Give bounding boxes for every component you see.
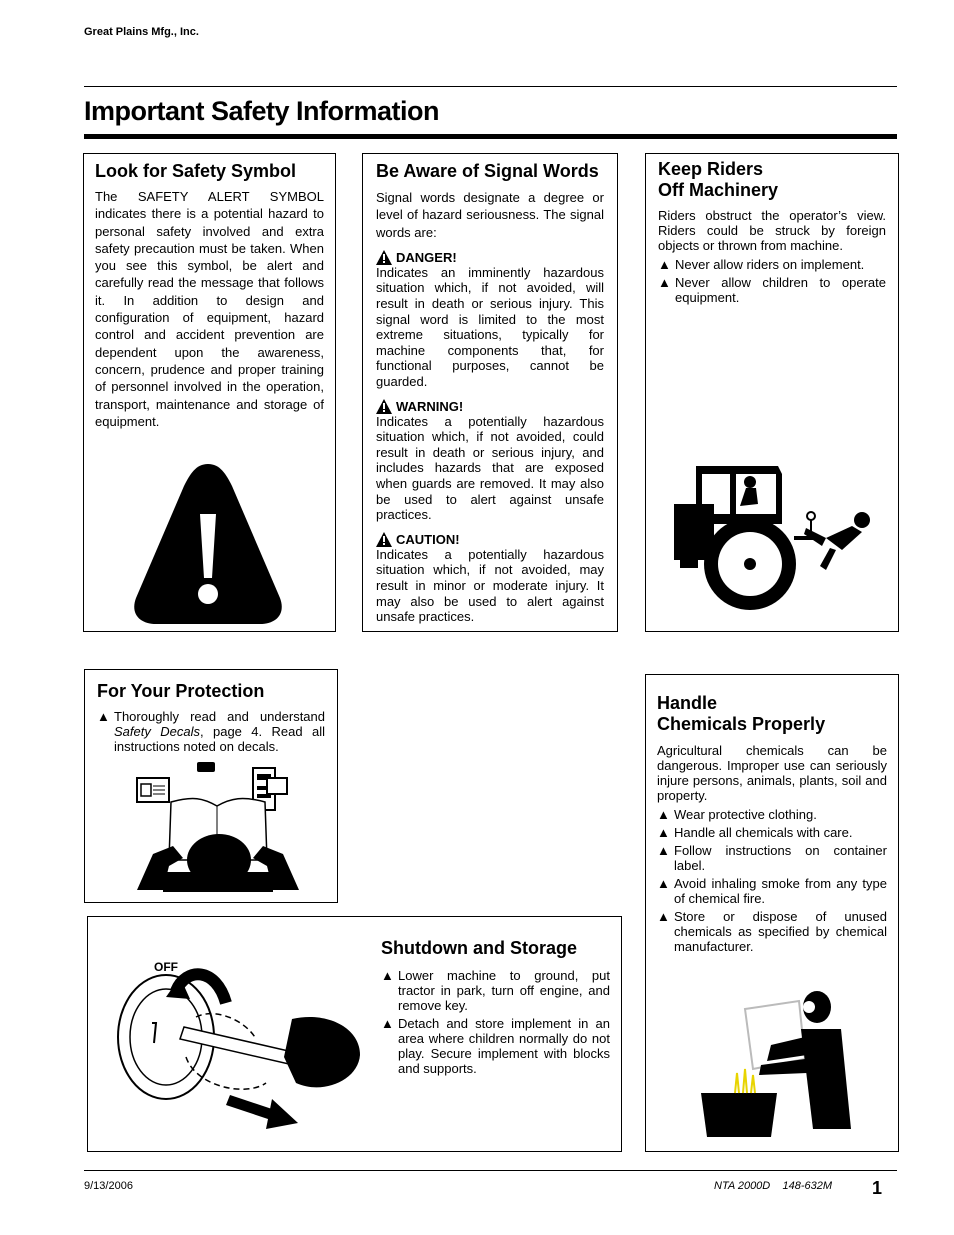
warning-heading <box>376 399 604 414</box>
list-item: ▲ Never allow riders on implement. <box>658 257 865 272</box>
caution-label: CAUTION! <box>396 531 460 547</box>
safety-symbol-box <box>83 153 336 632</box>
bullet-icon: ▲ <box>97 709 110 724</box>
tractor-rider-illustration <box>666 454 881 614</box>
footer-date: 9/13/2006 <box>84 1180 133 1192</box>
list-item: ▲ Lower machine to ground, put tractor in park, turn off engine, and remove key. <box>381 968 610 1013</box>
danger-text: Indicates an imminently hazardous situation which, if not avoided, will result in death or serious injury. This signal word is limited to the most extreme situations, typically for machine components that, for functional purposes, cannot be guarded. <box>376 264 604 390</box>
chemicals-heading-line1: Handle <box>657 693 718 713</box>
danger-label: DANGER! <box>396 249 457 265</box>
footer-doc-number: NTA 2000D 148-632M <box>714 1180 833 1192</box>
danger-alert-icon <box>376 250 392 265</box>
bullet-icon: ▲ <box>658 257 671 272</box>
danger-heading <box>376 250 604 265</box>
chemicals-body: Agricultural chemicals can be dangerous. Improper use can seriously injure persons, animals, plants, soil and property. <box>657 743 887 803</box>
bullet-icon: ▲ <box>657 807 670 822</box>
title-rule <box>84 134 897 139</box>
warning-label: WARNING! <box>396 398 464 414</box>
chemical-handling-illustration <box>701 989 881 1139</box>
bullet-icon: ▲ <box>657 876 670 891</box>
list-item: ▲ Handle all chemicals with care. <box>657 825 853 840</box>
list-item: ▲ Follow instructions on container label. <box>657 843 887 873</box>
page-number: 1 <box>872 1178 883 1198</box>
bullet-icon: ▲ <box>657 843 670 858</box>
safety-symbol-heading: Look for Safety Symbol <box>95 161 297 181</box>
signal-words-heading: Be Aware of Signal Words <box>376 161 599 181</box>
warning-text: Indicates a potentially hazardous situation which, if not avoided, could result in death or serious injury, and includes hazards that are exposed when guards are removed. It may also be used to alert against unsafe practices. <box>376 413 604 523</box>
shutdown-content <box>381 938 610 1079</box>
protection-bullets <box>97 709 325 754</box>
protection-box <box>84 669 338 903</box>
bullet-icon: ▲ <box>657 909 670 924</box>
riders-body: Riders obstruct the operator’s view. Riders could be struck by foreign objects or thrown from machine. <box>658 208 886 253</box>
off-label: OFF <box>154 960 178 974</box>
shutdown-heading: Shutdown and Storage <box>381 938 577 958</box>
bullet-icon: ▲ <box>658 275 671 290</box>
list-item: ▲ Detach and store implement in an area where children normally do not play. Secure implement with blocks and supports. <box>381 1016 610 1076</box>
caution-heading <box>376 532 604 547</box>
shutdown-box <box>87 916 622 1152</box>
safety-symbol-body: The SAFETY ALERT SYMBOL indicates there is a potential hazard to personal safety involved and extra safety precaution must be taken. When you see this symbol, be alert and carefully read the message that follows it. In addition to design and configuration of equipment, hazard control and accident prevention are dependent upon the awareness, concern, prudence and proper training of personnel involved in the operation, transport, maintenance and storage of equipment. <box>95 189 324 429</box>
list-item: ▲ Thoroughly read and understand Safety Decals, page 4. Read all instructions noted on decals. <box>97 709 326 754</box>
list-item: ▲ Avoid inhaling smoke from any type of chemical fire. <box>657 876 887 906</box>
footer-rule <box>84 1170 897 1171</box>
caution-alert-icon <box>376 532 392 547</box>
page-title: Important Safety Information <box>84 96 440 126</box>
safety-alert-icon <box>128 458 288 628</box>
chemicals-heading-line2: Chemicals Properly <box>657 714 826 734</box>
bullet-icon: ▲ <box>381 968 394 983</box>
chemicals-box <box>645 674 899 1152</box>
warning-alert-icon <box>376 399 392 414</box>
protection-heading: For Your Protection <box>97 681 265 701</box>
list-item: ▲ Never allow children to operate equipment. <box>658 275 886 305</box>
reading-person-illustration <box>133 762 303 892</box>
bullet-icon: ▲ <box>657 825 670 840</box>
chemicals-bullets <box>657 807 887 954</box>
riders-box <box>645 153 899 632</box>
shutdown-bullets <box>381 968 610 1076</box>
list-item: ▲ Wear protective clothing. <box>657 807 817 822</box>
riders-bullets <box>658 257 886 305</box>
company-name: Great Plains Mfg., Inc. <box>84 26 199 38</box>
header-rule <box>84 86 897 87</box>
caution-text: Indicates a potentially hazardous situation which, if not avoided, may result in minor or moderate injury. It may also be used to alert against unsafe practices. <box>376 546 604 625</box>
riders-heading-line2: Off Machinery <box>658 180 779 200</box>
riders-heading-line1: Keep Riders <box>658 159 764 179</box>
list-item: ▲ Store or dispose of unused chemicals as specified by chemical manufacturer. <box>657 909 887 954</box>
safety-decals-ref: Safety Decals <box>114 724 200 739</box>
signal-words-intro: Signal words designate a degree or level of hazard seriousness. The signal words are: <box>376 190 604 240</box>
key-ignition-illustration <box>106 947 376 1137</box>
bullet-icon: ▲ <box>381 1016 394 1031</box>
signal-words-box <box>362 153 618 632</box>
